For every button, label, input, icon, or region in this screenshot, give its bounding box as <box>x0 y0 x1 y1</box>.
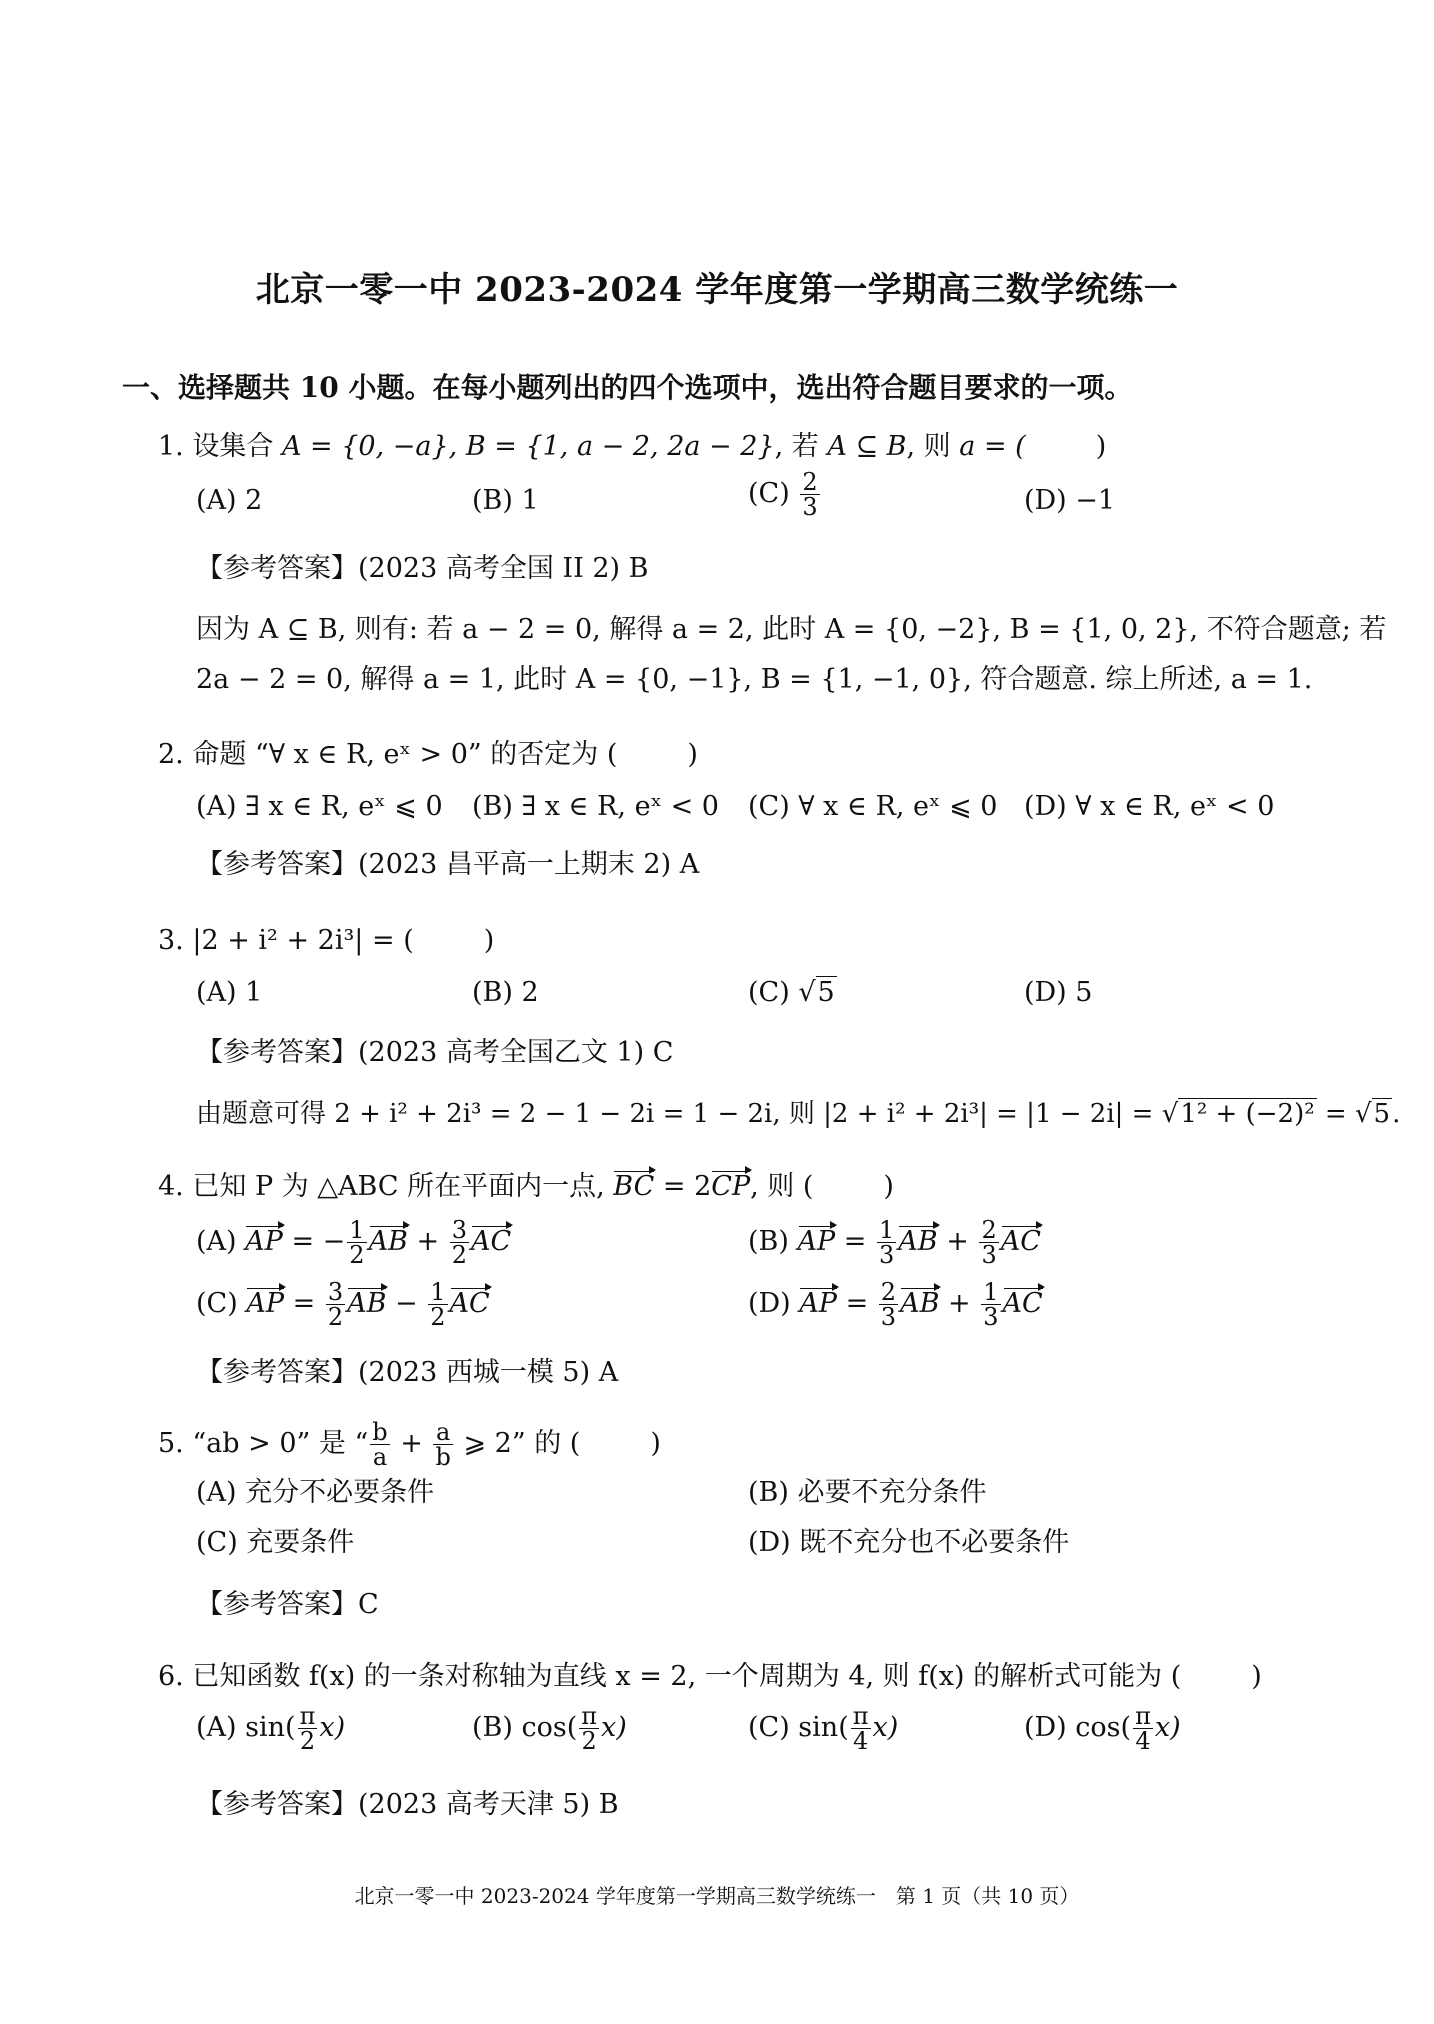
vector-ap: AP <box>799 1288 837 1319</box>
question-paren: ) <box>1251 1661 1262 1692</box>
fraction <box>981 1280 1000 1329</box>
question-text: , 则 ( <box>750 1171 814 1202</box>
question-math: A = {0, −a}, B = {1, a − 2, 2a − 2} <box>281 431 775 462</box>
vector-ac: AC <box>1002 1288 1043 1319</box>
q6-option-c <box>748 1704 898 1753</box>
question-text: , 则 <box>906 431 960 462</box>
question-paren: ) <box>883 1171 894 1202</box>
answer-text: (2023 昌平高一上期末 2) A <box>358 849 700 880</box>
answer-text: (2023 高考全国乙文 1) C <box>358 1037 674 1068</box>
question-paren: ) <box>1095 431 1107 462</box>
q5-option-c: (C) 充要条件 <box>196 1527 355 1558</box>
q1-answer <box>196 552 648 586</box>
question-number: 3. <box>158 925 184 956</box>
fraction-numerator: a <box>433 1420 452 1445</box>
operator: − <box>395 1288 418 1319</box>
fraction <box>579 1704 599 1753</box>
page-footer: 北京一零一中 2023-2024 学年度第一学期高三数学统练一 第 1 页（共 10 页） <box>354 1884 1080 1908</box>
vector-ap: AP <box>797 1226 836 1257</box>
q5-answer <box>196 1588 379 1622</box>
sqrt-radicand: 5 <box>1373 1099 1391 1129</box>
q5-option-d: (D) 既不充分也不必要条件 <box>748 1527 1070 1558</box>
q6-answer <box>196 1788 619 1822</box>
operator: = <box>843 1226 867 1257</box>
fraction-denominator: 2 <box>430 1303 446 1331</box>
fraction-numerator: 2 <box>981 1216 997 1244</box>
fraction <box>433 1420 452 1469</box>
option-text: (B) cos( <box>472 1712 578 1743</box>
fraction-numerator: b <box>372 1418 388 1446</box>
fraction-denominator: a <box>372 1443 388 1471</box>
q1-explanation-line-2: 2a − 2 = 0, 解得 a = 1, 此时 A = {0, −1}, B = {1, −1, 0}, 符合题意. 综上所述, a = 1. <box>196 664 1313 695</box>
vector-ab: AB <box>898 1226 938 1257</box>
answer-text: (2023 高考天津 5) B <box>358 1789 619 1820</box>
q2-option-b: (B) ∃ x ∈ R, eˣ < 0 <box>472 791 719 822</box>
q4-option-c <box>196 1280 490 1329</box>
q3-option-b: (B) 2 <box>472 977 539 1008</box>
fraction <box>428 1280 447 1329</box>
fraction-numerator: π <box>852 1702 869 1730</box>
sqrt-radicand: 1² + (−2)² <box>1180 1099 1315 1129</box>
answer-label: 【参考答案】 <box>196 1589 358 1620</box>
q5-option-a: (A) 充分不必要条件 <box>196 1477 435 1508</box>
q3-option-c: (C) √5 <box>748 977 835 1008</box>
q1-option-c <box>748 470 822 519</box>
question-math: A ⊆ B <box>827 431 907 462</box>
option-label: (C) <box>196 1288 238 1319</box>
question-text: 已知函数 f(x) 的一条对称轴为直线 x = 2, 一个周期为 4, 则 f(x) 的解析式可能为 ( <box>192 1661 1182 1692</box>
fraction-numerator: 3 <box>327 1278 344 1306</box>
q3-explanation: 由题意可得 2 + i² + 2i³ = 2 − 1 − 2i = 1 − 2i, 则 |2 + i² + 2i³| = |1 − 2i| = √1² + (−2)² = √5. <box>196 1099 1401 1129</box>
question-paren: ) <box>650 1428 661 1459</box>
sqrt-radicand: 5 <box>817 977 835 1008</box>
option-text: x) <box>872 1712 899 1743</box>
fraction-denominator: 3 <box>879 1241 895 1269</box>
question-math: a = ( <box>959 431 1026 462</box>
question-number: 4. <box>158 1171 184 1202</box>
question-text: ⩾ 2” 的 ( <box>463 1428 581 1459</box>
option-text: (A) sin( <box>196 1712 296 1743</box>
q3-answer <box>196 1036 673 1070</box>
vector-ap: AP <box>246 1288 284 1319</box>
fraction-denominator: 3 <box>802 493 818 521</box>
fraction-denominator: 4 <box>852 1727 869 1755</box>
operator: + <box>946 1226 969 1257</box>
operator: + <box>948 1288 971 1319</box>
fraction-numerator: 2 <box>880 1278 897 1306</box>
explanation-text: = <box>1324 1099 1347 1129</box>
fraction-denominator: 3 <box>880 1303 897 1331</box>
answer-text: C <box>358 1589 379 1620</box>
vector-ac: AC <box>449 1288 490 1319</box>
q2-option-c: (C) ∀ x ∈ R, eˣ ⩽ 0 <box>748 791 998 822</box>
fraction <box>879 1280 898 1329</box>
answer-label: 【参考答案】 <box>196 1037 358 1068</box>
q6-option-d <box>1024 1704 1181 1753</box>
fraction-denominator: 2 <box>451 1241 467 1269</box>
question-text: 设集合 <box>192 431 282 462</box>
q2-option-a: (A) ∃ x ∈ R, eˣ ⩽ 0 <box>196 791 443 822</box>
page-title: 北京一零一中 2023-2024 学年度第一学期高三数学统练一 <box>255 270 1179 310</box>
option-label: (C) <box>748 478 790 509</box>
answer-label: 【参考答案】 <box>196 849 358 880</box>
vector-ap: AP <box>245 1226 283 1257</box>
vector-bc: BC <box>613 1171 655 1202</box>
operator: + <box>400 1428 423 1459</box>
fraction-numerator: 1 <box>349 1216 365 1244</box>
fraction <box>326 1280 345 1329</box>
q6-option-b <box>472 1704 627 1753</box>
question-paren: ) <box>687 739 698 770</box>
answer-text: (2023 西城一模 5) A <box>358 1357 619 1388</box>
option-label: (B) <box>748 1226 789 1257</box>
q4-answer <box>196 1356 618 1390</box>
q1-option-d: (D) −1 <box>1024 485 1116 516</box>
fraction-denominator: 2 <box>349 1241 365 1269</box>
fraction-denominator: 4 <box>1135 1727 1151 1755</box>
vector-ab: AB <box>347 1288 387 1319</box>
fraction-denominator: 3 <box>983 1303 999 1331</box>
vector-ab: AB <box>368 1226 408 1257</box>
question-3 <box>158 924 494 958</box>
fraction <box>370 1420 389 1469</box>
question-text: = 2 <box>654 1171 712 1202</box>
option-label: (D) <box>748 1288 791 1319</box>
q2-option-d: (D) ∀ x ∈ R, eˣ < 0 <box>1024 791 1275 822</box>
option-label: (C) <box>748 977 790 1008</box>
fraction <box>450 1218 469 1267</box>
fraction-denominator: b <box>435 1443 451 1471</box>
question-2 <box>158 738 698 772</box>
explanation-text: . <box>1392 1099 1401 1129</box>
q3-option-a: (A) 1 <box>196 977 263 1008</box>
option-text: x) <box>601 1712 627 1743</box>
question-1 <box>158 430 1106 464</box>
fraction-denominator: 2 <box>327 1303 344 1331</box>
question-5 <box>158 1420 661 1469</box>
option-text: x) <box>1154 1712 1181 1743</box>
operator: = <box>845 1288 869 1319</box>
vector-ac: AC <box>1000 1226 1041 1257</box>
fraction-numerator: π <box>1135 1702 1151 1730</box>
option-text: (C) sin( <box>748 1712 849 1743</box>
q4-option-b <box>748 1218 1041 1267</box>
q1-option-b: (B) 1 <box>472 485 539 516</box>
question-paren: ) <box>483 925 495 956</box>
operator: = − <box>291 1226 346 1257</box>
fraction-numerator: 1 <box>430 1278 446 1306</box>
q3-option-d: (D) 5 <box>1024 977 1093 1008</box>
q4-option-d <box>748 1280 1043 1329</box>
q5-option-b: (B) 必要不充分条件 <box>748 1477 987 1508</box>
q4-option-a <box>196 1218 511 1267</box>
question-4 <box>158 1170 894 1204</box>
question-text: 命题 “∀ x ∈ R, eˣ > 0” 的否定为 ( <box>192 739 618 770</box>
question-text: 已知 P 为 △ABC 所在平面内一点, <box>192 1171 614 1202</box>
question-number: 5. <box>158 1428 184 1459</box>
question-number: 2. <box>158 739 184 770</box>
option-text: (D) cos( <box>1024 1712 1132 1743</box>
fraction <box>851 1704 871 1753</box>
q1-explanation-line-1: 因为 A ⊆ B, 则有: 若 a − 2 = 0, 解得 a = 2, 此时 A = {0, −2}, B = {1, 0, 2}, 不符合题意; 若 <box>196 614 1387 645</box>
fraction-numerator: 2 <box>802 468 818 496</box>
operator: + <box>416 1226 440 1257</box>
q1-option-a: (A) 2 <box>196 485 263 516</box>
fraction-denominator: 3 <box>981 1241 997 1269</box>
q6-option-a <box>196 1704 345 1753</box>
fraction-numerator: 1 <box>983 1278 999 1306</box>
q2-answer <box>196 848 699 882</box>
fraction <box>298 1704 318 1753</box>
fraction-numerator: π <box>581 1702 598 1730</box>
fraction <box>800 470 819 519</box>
answer-text: (2023 高考全国 II 2) B <box>358 553 649 584</box>
question-text: |2 + i² + 2i³| = ( <box>192 925 414 956</box>
vector-cp: CP <box>711 1171 751 1202</box>
operator: = <box>292 1288 316 1319</box>
question-number: 1. <box>158 431 184 462</box>
option-label: (A) <box>196 1226 237 1257</box>
fraction-numerator: 3 <box>451 1216 467 1244</box>
vector-ac: AC <box>471 1226 512 1257</box>
section-heading: 一、选择题共 10 小题。在每小题列出的四个选项中，选出符合题目要求的一项。 <box>122 371 1133 404</box>
fraction-denominator: 2 <box>299 1727 316 1755</box>
fraction <box>979 1218 998 1267</box>
question-text: , 若 <box>774 431 828 462</box>
question-number: 6. <box>158 1661 184 1692</box>
answer-label: 【参考答案】 <box>196 1357 358 1388</box>
fraction-numerator: 1 <box>879 1216 895 1244</box>
answer-label: 【参考答案】 <box>196 553 358 584</box>
fraction <box>1133 1704 1153 1753</box>
fraction-denominator: 2 <box>581 1727 597 1755</box>
fraction <box>877 1218 896 1267</box>
answer-label: 【参考答案】 <box>196 1789 358 1820</box>
question-text: “ab > 0” 是 “ <box>192 1428 369 1459</box>
question-6 <box>158 1660 1262 1694</box>
fraction-numerator: π <box>299 1702 316 1730</box>
fraction <box>347 1218 366 1267</box>
vector-ab: AB <box>900 1288 940 1319</box>
explanation-text: 由题意可得 2 + i² + 2i³ = 2 − 1 − 2i = 1 − 2i, 则 |2 + i² + 2i³| = |1 − 2i| = <box>196 1099 1154 1129</box>
option-text: x) <box>319 1712 346 1743</box>
